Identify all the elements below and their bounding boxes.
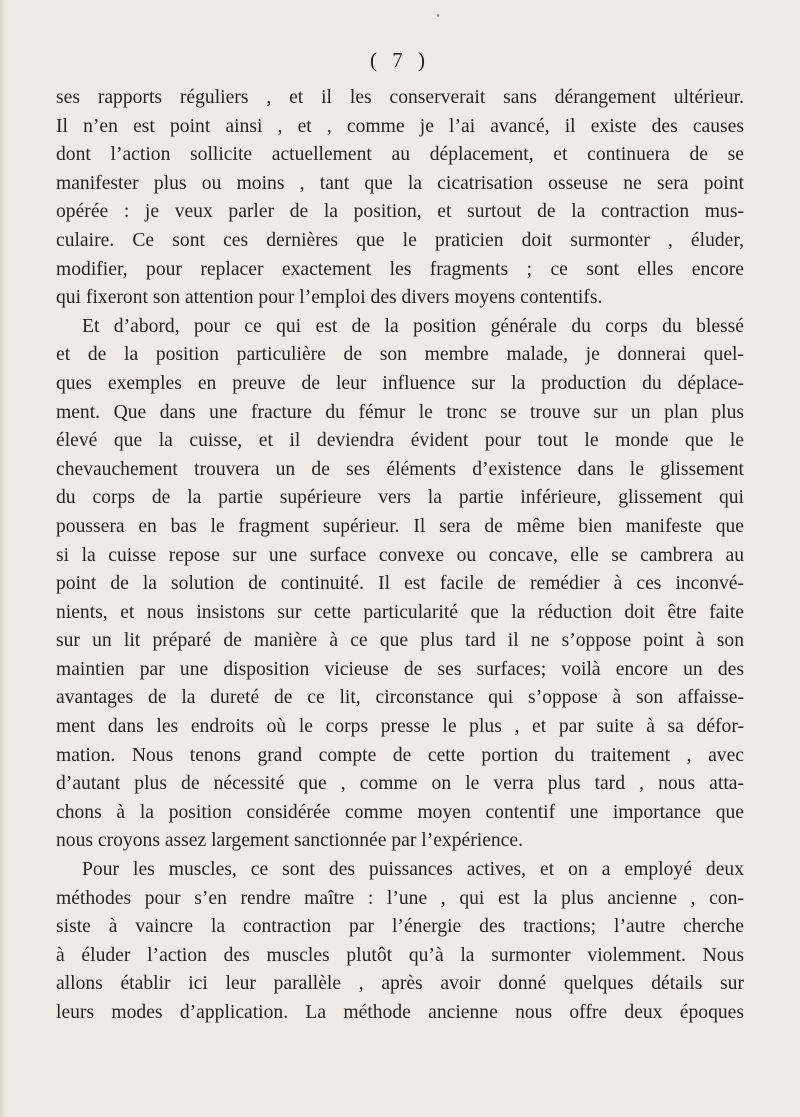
text-line: ment. Que dans une fracture du fémur le tronc se trouve sur un plan plus (56, 401, 744, 423)
text-line: opérée : je veux parler de la position, et surtout de la contraction mus- (56, 201, 744, 223)
text-line: manifester plus ou moins , tant que la cicatrisation osseuse ne sera point (56, 172, 744, 194)
text-line: à éluder l’action des muscles plutôt qu’à la surmonter violemment. Nous (56, 944, 744, 966)
paragraph-start-line: Pour les muscles, ce sont des puissances actives, et on a employé deux (82, 859, 744, 881)
text-line: ses rapports réguliers , et il les conserverait sans dérangement ultérieur. (56, 87, 744, 108)
text-line: allons établir ici leur parallèle , après avoir donné quelques détails sur (56, 973, 744, 995)
page-number: ( 7 ) (370, 48, 430, 72)
text-line: méthodes pour s’en rendre maître : l’une , qui est la plus ancienne , con- (56, 887, 744, 909)
text-line: et de la position particulière de son membre malade, je donnerai quel- (56, 344, 744, 366)
text-line: nients, et nous insistons sur cette particularité que la réduction doit être faite (56, 601, 744, 623)
text-line: mation. Nous tenons grand compte de cette portion du traitement , avec (56, 744, 744, 766)
text-line: chevauchement trouvera un de ses éléments d’existence dans le glissement (56, 458, 744, 480)
text-line: si la cuisse repose sur une surface convexe ou concave, elle se cambrera au (56, 544, 744, 566)
text-line: Il n’en est point ainsi , et , comme je l’ai avancé, il existe des causes (56, 115, 744, 137)
text-line: d’autant plus de nécessité que , comme on le verra plus tard , nous atta- (56, 773, 744, 795)
text-line: qui fixeront son attention pour l’emploi des divers moyens contentifs. (56, 287, 603, 309)
text-line: point de la solution de continuité. Il est facile de remédier à ces inconvé- (56, 573, 744, 595)
text-line: ques exemples en preuve de leur influence sur la production du déplace- (56, 372, 744, 394)
text-line: chons à la position considérée comme moyen contentif une importance que (56, 801, 744, 823)
ink-speck (437, 14, 439, 17)
text-line: élevé que la cuisse, et il deviendra évident pour tout le monde que le (56, 430, 744, 452)
paragraph-start-line: Et d’abord, pour ce qui est de la position générale du corps du blessé (82, 315, 744, 337)
text-line: maintien par une disposition vicieuse de ses surfaces; voilà encore un des (56, 658, 744, 680)
text-line: culaire. Ce sont ces dernières que le praticien doit surmonter , éluder, (56, 229, 744, 251)
text-line: ment dans les endroits où le corps presse le plus , et par suite à sa défor- (56, 716, 744, 738)
text-line: du corps de la partie supérieure vers la partie inférieure, glissement qui (56, 487, 744, 509)
text-line: dont l’action sollicite actuellement au déplacement, et continuera de se (56, 144, 744, 166)
page-edge-shadow (0, 0, 5, 1117)
text-line: leurs modes d’application. La méthode ancienne nous offre deux époques (56, 1002, 744, 1023)
text-line: siste à vaincre la contraction par l’énergie des tractions; l’autre cherche (56, 916, 744, 938)
text-line: poussera en bas le fragment supérieur. Il sera de même bien manifeste que (56, 515, 744, 537)
text-line: modifier, pour replacer exactement les fragments ; ce sont elles encore (56, 258, 744, 280)
text-line: nous croyons assez largement sanctionnée par l’expérience. (56, 830, 523, 852)
text-line: sur un lit préparé de manière à ce que plus tard il ne s’oppose point à son (56, 630, 744, 652)
text-line: avantages de la dureté de ce lit, circonstance qui s’oppose à son affaisse- (56, 687, 744, 709)
body-text (56, 84, 744, 1028)
